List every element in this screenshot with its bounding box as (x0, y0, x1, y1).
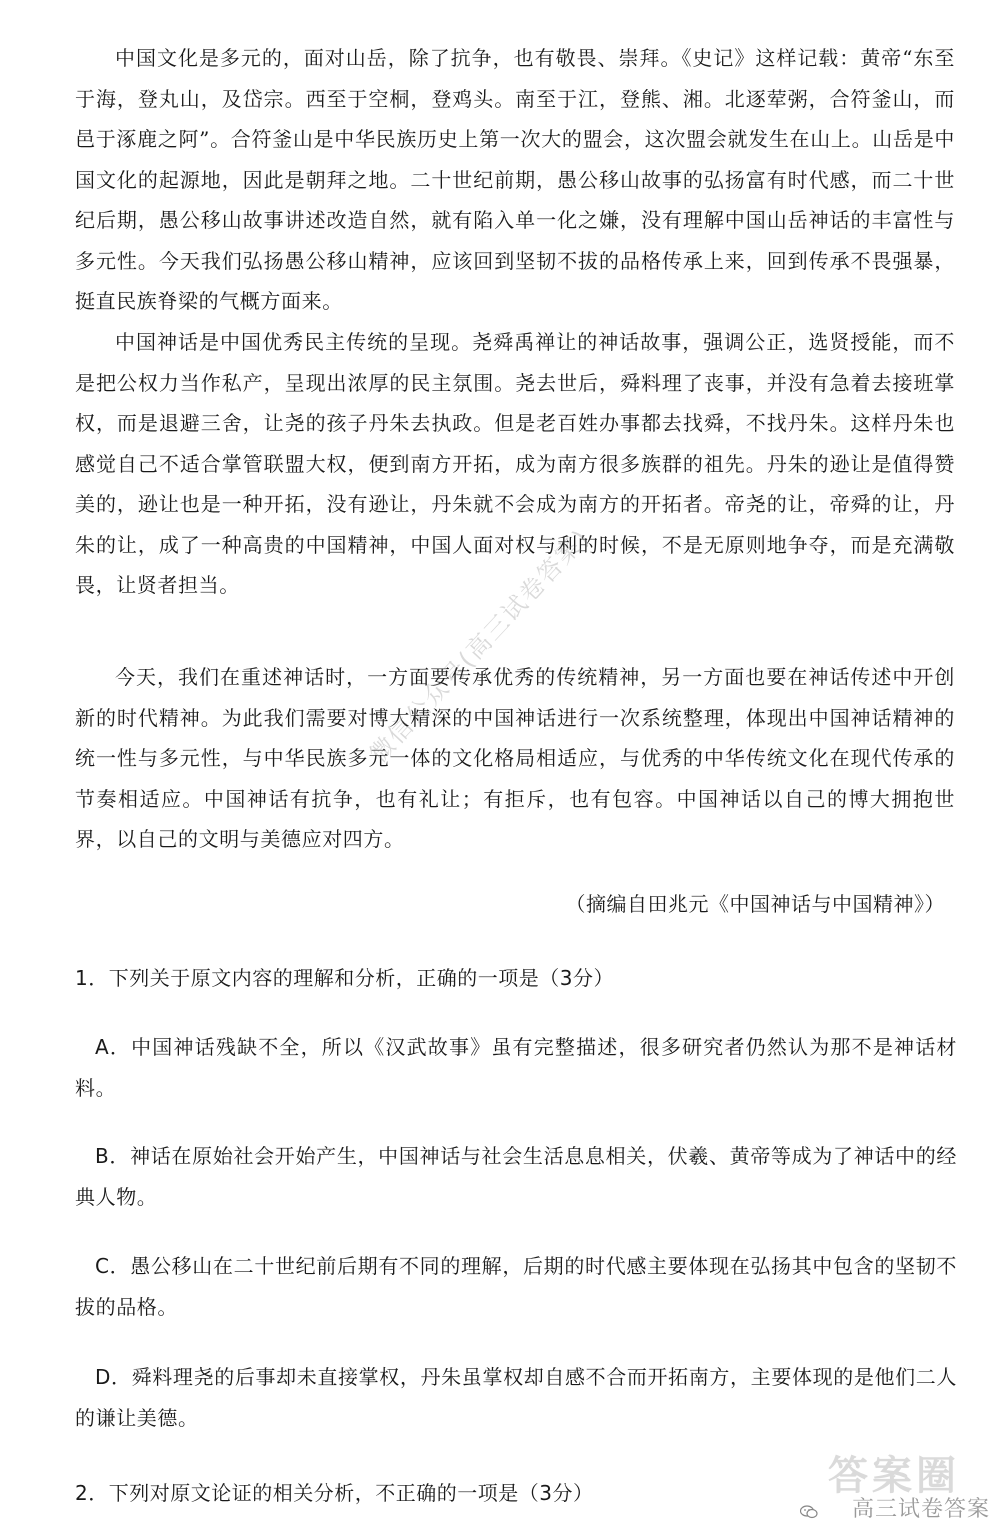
article-paragraph-1: 中国文化是多元的，面对山岳，除了抗争，也有敬畏、崇拜。《史记》这样记载：黄帝“东至于海，登丸山，及岱宗。西至于空桐，登鸡头。南至于江，登熊、湘。北逐荤粥，合符釜山，而邑于涿鹿之阿”。合符釜山是中华民族历史上第一次大的盟会，这次盟会就发生在山上。山岳是中国文化的起源地，因此是朝拜之地。二十世纪前期，愚公移山故事的弘扬富有时代感，而二十世纪后期，愚公移山故事讲述改造自然，就有陷入单一化之嫌，没有理解中国山岳神话的丰富性与多元性。今天我们弘扬愚公移山精神，应该回到坚韧不拔的品格传承上来，回到传承不畏强暴，挺直民族脊梁的气概方面来。 (75, 46, 955, 313)
article-source: （摘编自田兆元《中国神话与中国精神》） (565, 892, 945, 916)
question-1-option-c: C．愚公移山在二十世纪前后期有不同的理解，后期的时代感主要体现在弘扬其中包含的坚韧不拔的品格。 (75, 1254, 957, 1319)
question-1-option-a: A．中国神话残缺不全，所以《汉武故事》虽有完整描述，很多研究者仍然认为那不是神话材料。 (75, 1035, 957, 1100)
corner-watermark-logo: 答案圈 (828, 1453, 960, 1499)
question-1-stem: 1．下列关于原文内容的理解和分析，正确的一项是（3分） (75, 966, 614, 990)
question-1-option-d: D．舜料理尧的后事却未直接掌权，丹朱虽掌权却自感不合而开拓南方，主要体现的是他们二人的谦让美德。 (75, 1365, 957, 1430)
center-watermark: 微信公众号(高三试卷答案) (364, 523, 596, 769)
article-paragraph-3: 今天，我们在重述神话时，一方面要传承优秀的传统精神，另一方面也要在神话传述中开创新的时代精神。为此我们需要对博大精深的中国神话进行一次系统整理，体现出中国神话精神的统一性与多元性，与中华民族多元一体的文化格局相适应，与优秀的中华传统文化在现代传承的节奏相适应。中国神话有抗争，也有礼让；有拒斥，也有包容。中国神话以自己的博大拥抱世界，以自己的文明与美德应对四方。 (75, 665, 955, 851)
question-2-stem: 2．下列对原文论证的相关分析，不正确的一项是（3分） (75, 1481, 594, 1505)
article-paragraph-2: 中国神话是中国优秀民主传统的呈现。尧舜禹禅让的神话故事，强调公正，选贤授能，而不是把公权力当作私产，呈现出浓厚的民主氛围。尧去世后，舜料理了丧事，并没有急着去接班掌权，而是退避三舍，让尧的孩子丹朱去执政。但是老百姓办事都去找舜，不找丹朱。这样丹朱也感觉自己不适合掌管联盟大权，便到南方开拓，成为南方很多族群的祖先。丹朱的逊让是值得赞美的，逊让也是一种开拓，没有逊让，丹朱就不会成为南方的开拓者。帝尧的让，帝舜的让，丹朱的让，成了一种高贵的中国精神，中国人面对权与利的时候，不是无原则地争夺，而是充满敬畏，让贤者担当。 (75, 330, 955, 597)
corner-watermark-text: 高三试卷答案 (851, 1497, 990, 1522)
question-1-option-b: B．神话在原始社会开始产生，中国神话与社会生活息息相关，伏羲、黄帝等成为了神话中的经典人物。 (75, 1144, 957, 1209)
